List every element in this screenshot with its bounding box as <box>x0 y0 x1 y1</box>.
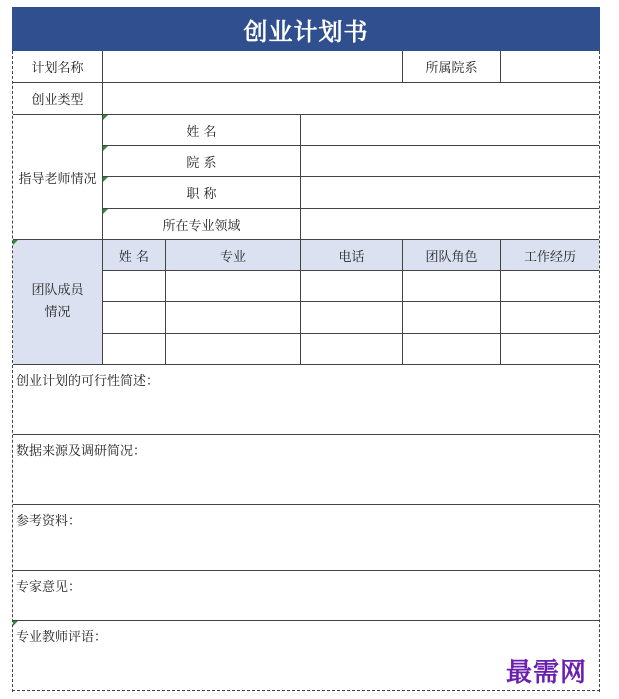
team-header-name: 姓 名 <box>103 240 166 271</box>
team-row-2-phone[interactable] <box>301 302 403 334</box>
team-row-3-experience[interactable] <box>501 334 599 365</box>
department-label: 所属院系 <box>403 51 501 83</box>
team-row-3-phone[interactable] <box>301 334 403 365</box>
feasibility-section[interactable] <box>13 365 599 435</box>
team-row-3-major[interactable] <box>166 334 301 365</box>
references-label: 参考资料： <box>16 514 82 529</box>
team-header-experience: 工作经历 <box>501 240 599 271</box>
plan-name-label: 计划名称 <box>13 51 103 83</box>
type-field[interactable] <box>103 83 599 115</box>
team-header-role: 团队角色 <box>403 240 501 271</box>
feasibility-label: 创业计划的可行性简述： <box>16 374 160 389</box>
page-title: 创业计划书 <box>12 7 600 51</box>
plan-name-field[interactable] <box>103 51 403 83</box>
team-row-1-role[interactable] <box>403 271 501 302</box>
team-row-2-major[interactable] <box>166 302 301 334</box>
advisor-dept-field[interactable] <box>301 146 599 177</box>
type-label: 创业类型 <box>13 83 103 115</box>
bottom-border <box>12 690 600 691</box>
advisor-field-label: 所在专业领域 <box>103 209 301 240</box>
advisor-title-label: 职 称 <box>103 177 301 209</box>
advisor-dept-label: 院 系 <box>103 146 301 177</box>
team-row-3-role[interactable] <box>403 334 501 365</box>
team-row-3-name[interactable] <box>103 334 166 365</box>
watermark-logo: 最需网 <box>506 658 588 688</box>
team-row-2-experience[interactable] <box>501 302 599 334</box>
team-header-phone: 电话 <box>301 240 403 271</box>
data-source-label: 数据来源及调研简况： <box>16 444 147 459</box>
advisor-section-label: 指导老师情况 <box>13 115 103 240</box>
team-row-2-name[interactable] <box>103 302 166 334</box>
expert-section[interactable] <box>13 571 599 621</box>
team-header-major: 专业 <box>166 240 301 271</box>
advisor-field-field[interactable] <box>301 209 599 240</box>
team-section-label: 团队成员 情况 <box>13 240 103 365</box>
teacher-label: 专业教师评语： <box>16 630 108 645</box>
references-section[interactable] <box>13 505 599 571</box>
advisor-name-label: 姓 名 <box>103 115 301 146</box>
data-source-section[interactable] <box>13 435 599 505</box>
form-grid <box>12 51 600 692</box>
advisor-name-field[interactable] <box>301 115 599 146</box>
team-row-1-name[interactable] <box>103 271 166 302</box>
team-row-1-phone[interactable] <box>301 271 403 302</box>
department-field[interactable] <box>501 51 599 83</box>
team-row-1-major[interactable] <box>166 271 301 302</box>
business-plan-form <box>12 7 600 692</box>
team-row-1-experience[interactable] <box>501 271 599 302</box>
team-row-2-role[interactable] <box>403 302 501 334</box>
advisor-title-field[interactable] <box>301 177 599 209</box>
expert-label: 专家意见： <box>16 580 82 595</box>
